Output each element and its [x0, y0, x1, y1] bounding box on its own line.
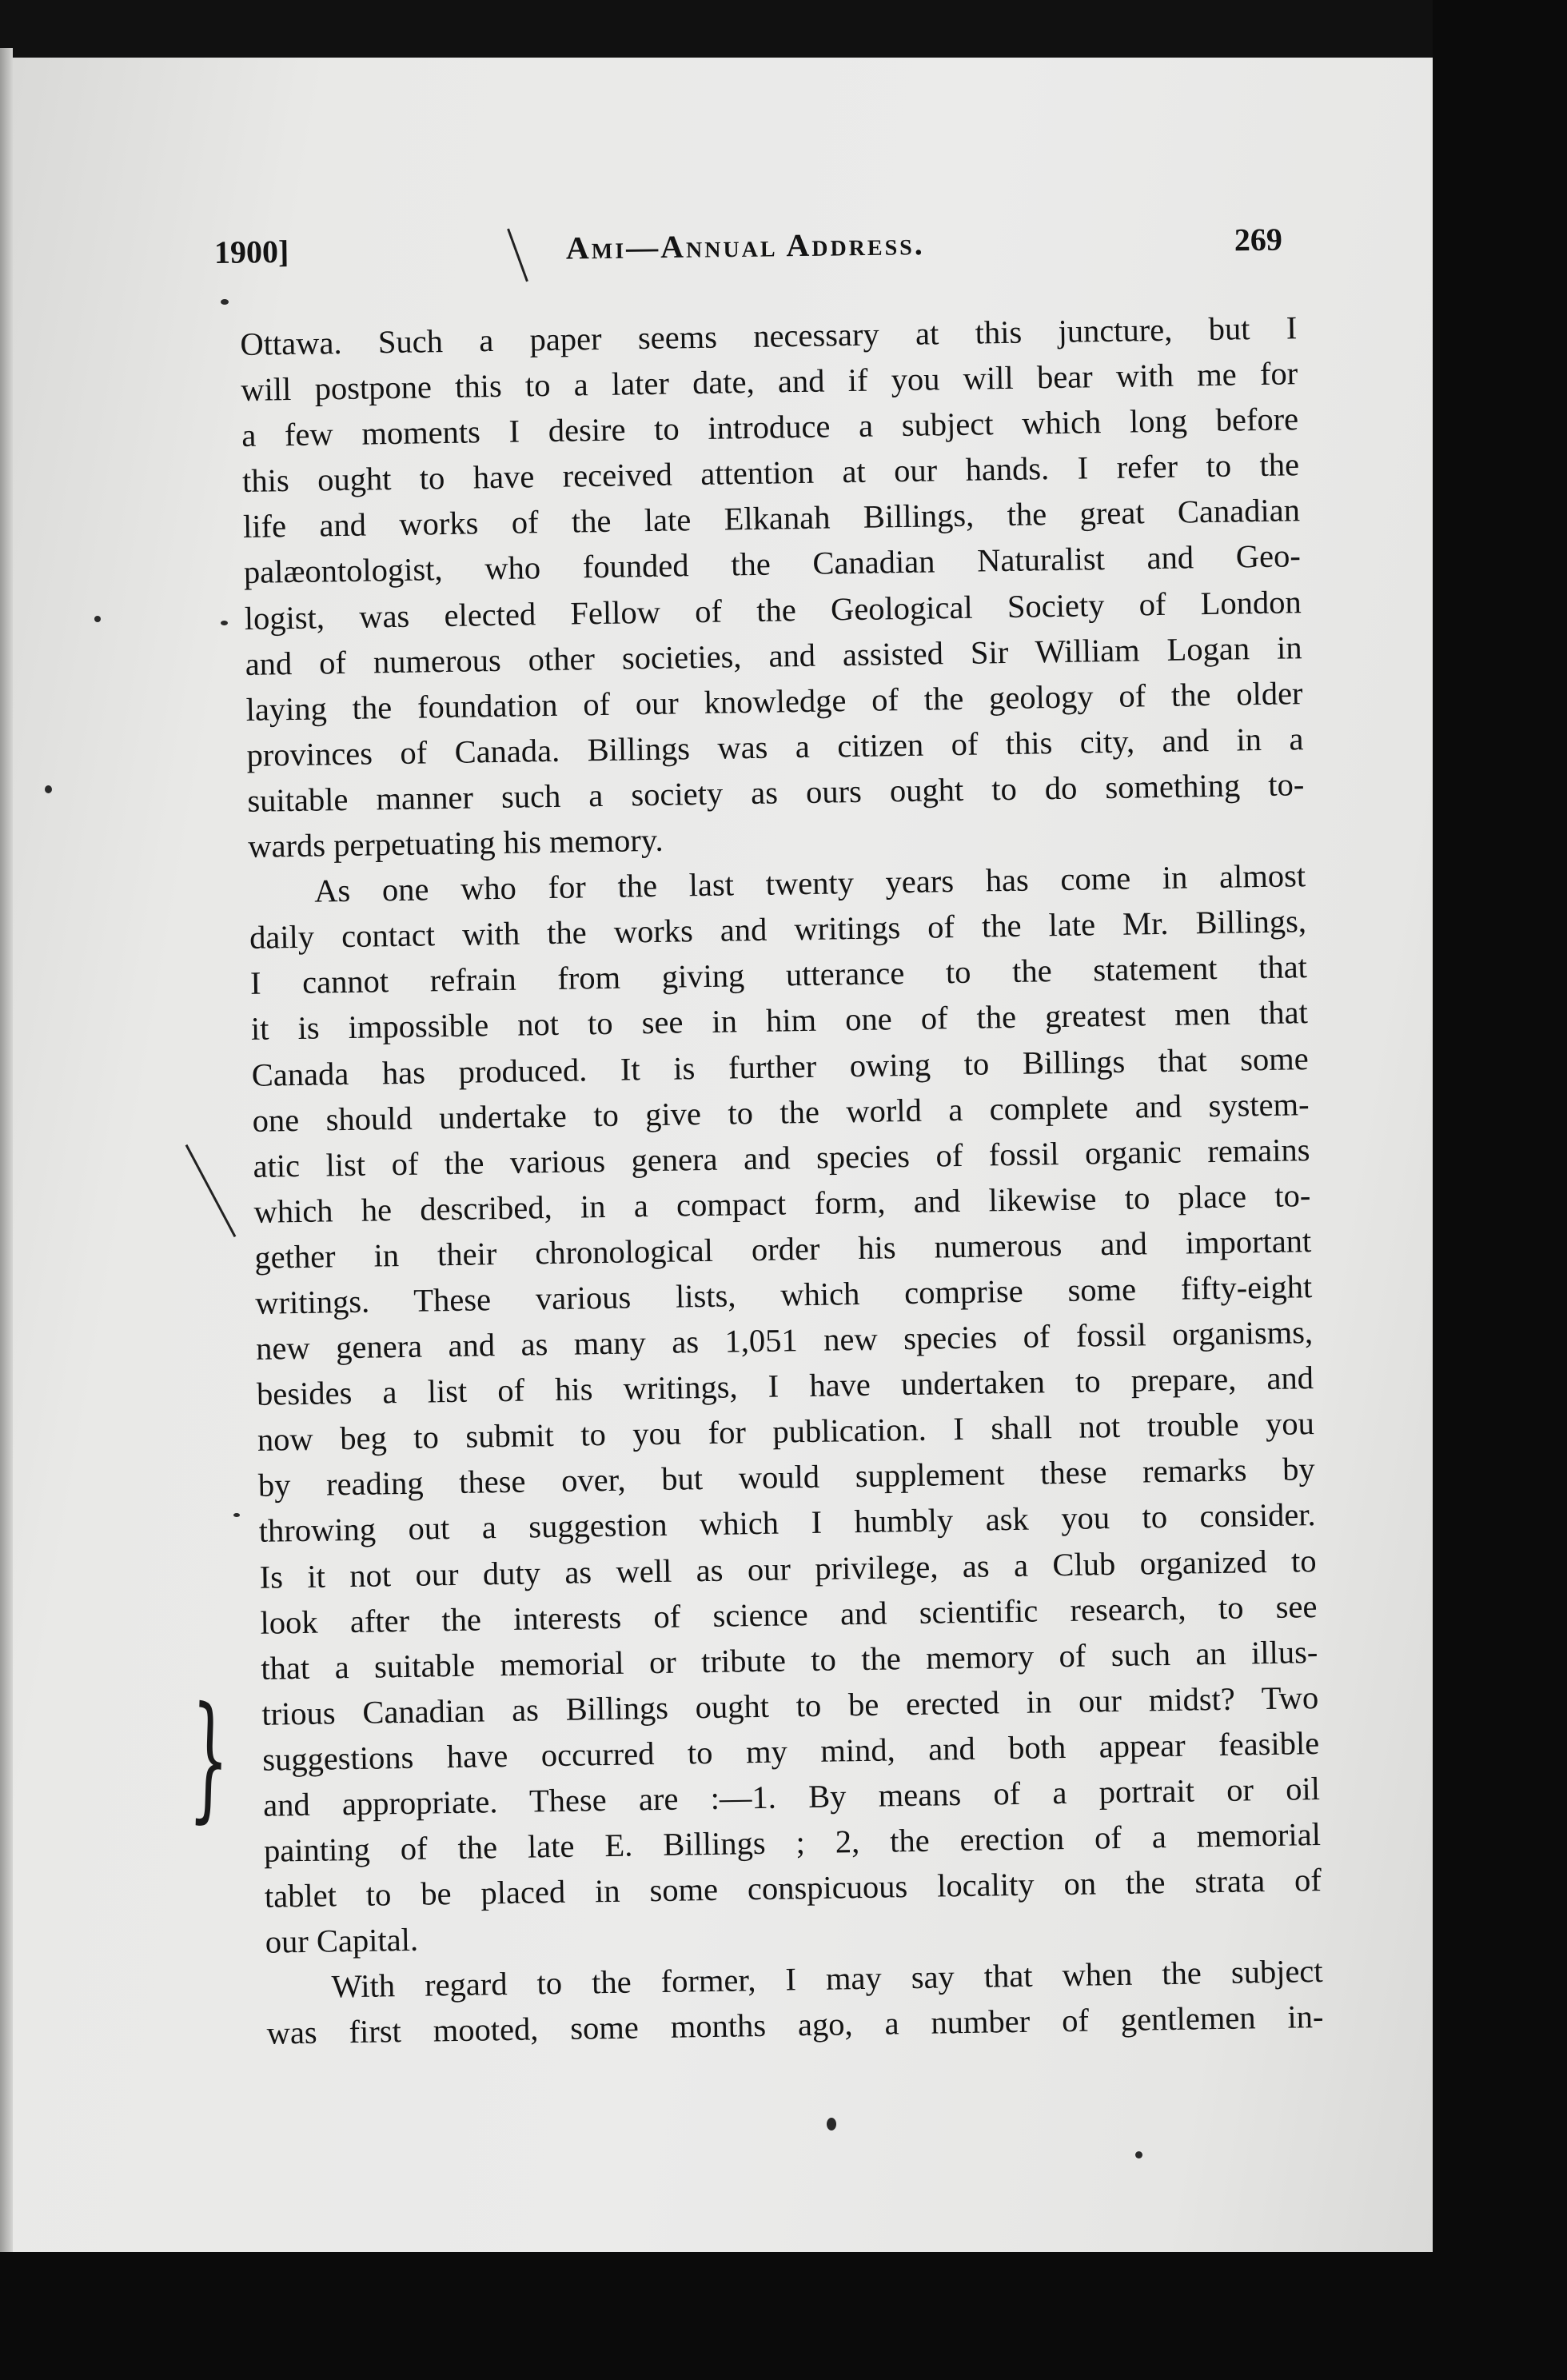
text-line: life and works of the late Elkanah Billings, the great Canadian: [242, 492, 1301, 545]
ink-speck: [233, 1513, 240, 1517]
text-line: writings. These various lists, which comprise some fifty-eight: [254, 1268, 1313, 1321]
text-line: Is it not our duty as well as our privilege, as a Club organized to: [259, 1542, 1317, 1595]
text-line: suggestions have occurred to my mind, and both appear feasible: [261, 1724, 1320, 1778]
scan-bottom-border: [0, 2252, 1567, 2380]
text-line: and of numerous other societies, and assisted Sir William Logan in: [245, 629, 1302, 682]
text-line: Canada has produced. It is further owing to Billings that some: [251, 1040, 1309, 1093]
ink-speck: [94, 616, 101, 622]
text-line: which he described, in a compact form, and likewise to place to-: [253, 1176, 1311, 1230]
text-line: that a suitable memorial or tribute to the memory of such an illus-: [261, 1633, 1318, 1687]
text-line: palæontologist, who founded the Canadian Naturalist and Geo-: [243, 537, 1302, 591]
text-line: As one who for the last twenty years has come in almost: [313, 857, 1306, 909]
text-line: wards perpetuating his memory.: [247, 821, 664, 865]
text-line: atic list of the various genera and species of fossil organic remains: [253, 1131, 1310, 1184]
body-text: [240, 305, 1324, 2056]
text-line: throwing out a suggestion which I humbly ask you to consider.: [258, 1496, 1316, 1550]
text-line: laying the foundation of our knowledge of the geology of the older: [245, 674, 1303, 728]
text-line: a few moments I desire to introduce a subject which long before: [241, 401, 1299, 454]
text-line: logist, was elected Fellow of the Geological Society of London: [244, 583, 1302, 637]
margin-bracket-mark: }: [187, 1676, 232, 1841]
page-number: 269: [1234, 221, 1283, 258]
text-line: daily contact with the works and writings of the late Mr. Billings,: [249, 903, 1307, 956]
running-head-year: 1900]: [213, 233, 289, 270]
text-line: and appropriate. These are :—1. By means of a portrait or oil: [262, 1771, 1321, 1823]
ink-speck: [221, 299, 229, 305]
running-head-title: Ami—Annual Address.: [565, 226, 925, 266]
text-line: one should undertake to give to the world a complete and system-: [252, 1085, 1310, 1139]
text-line: new genera and as many as 1,051 new species of fossil organisms,: [255, 1314, 1314, 1367]
text-line: our Capital.: [265, 1922, 419, 1961]
text-line: it is impossible not to see in him one of the greatest men that: [250, 994, 1309, 1048]
text-line: now beg to submit to you for publication. I shall not trouble you: [257, 1405, 1315, 1459]
scan-left-edge: [0, 48, 13, 2271]
text-line: by reading these over, but would supplement these remarks by: [257, 1451, 1316, 1504]
ink-speck: [221, 621, 228, 625]
text-line: look after the interests of science and scientific research, to see: [260, 1587, 1318, 1641]
text-line: Ottawa. Such a paper seems necessary at this juncture, but I: [240, 309, 1298, 362]
text-line: this ought to have received attention at our hands. I refer to the: [241, 446, 1300, 500]
text-line: painting of the late E. Billings ; 2, the erection of a memorial: [263, 1816, 1322, 1869]
text-line: With regard to the former, I may say that when the subject: [331, 1953, 1323, 2005]
text-line: will postpone this to a later date, and if you will bear with me for: [240, 355, 1298, 409]
text-line: provinces of Canada. Billings was a citizen of this city, and in a: [246, 721, 1304, 773]
text-line: besides a list of his writings, I have undertaken to prepare, and: [256, 1360, 1314, 1412]
scan-top-border: [0, 0, 1567, 58]
text-line: I cannot refrain from giving utterance to the statement that: [249, 948, 1308, 1002]
ink-speck: [827, 2118, 836, 2130]
ink-speck: [1135, 2151, 1142, 2158]
text-line: suitable manner such a society as ours ought to do something to-: [247, 766, 1305, 819]
scan-right-border: [1433, 0, 1567, 2380]
text-line: trious Canadian as Billings ought to be erected in our midst? Two: [261, 1679, 1319, 1732]
text-line: gether in their chronological order his numerous and important: [254, 1222, 1312, 1276]
text-line: was first mooted, some months ago, a number of gentlemen in-: [266, 1999, 1324, 2052]
ink-speck: [45, 785, 52, 793]
text-line: tablet to be placed in some conspicuous locality on the strata of: [264, 1862, 1322, 1915]
